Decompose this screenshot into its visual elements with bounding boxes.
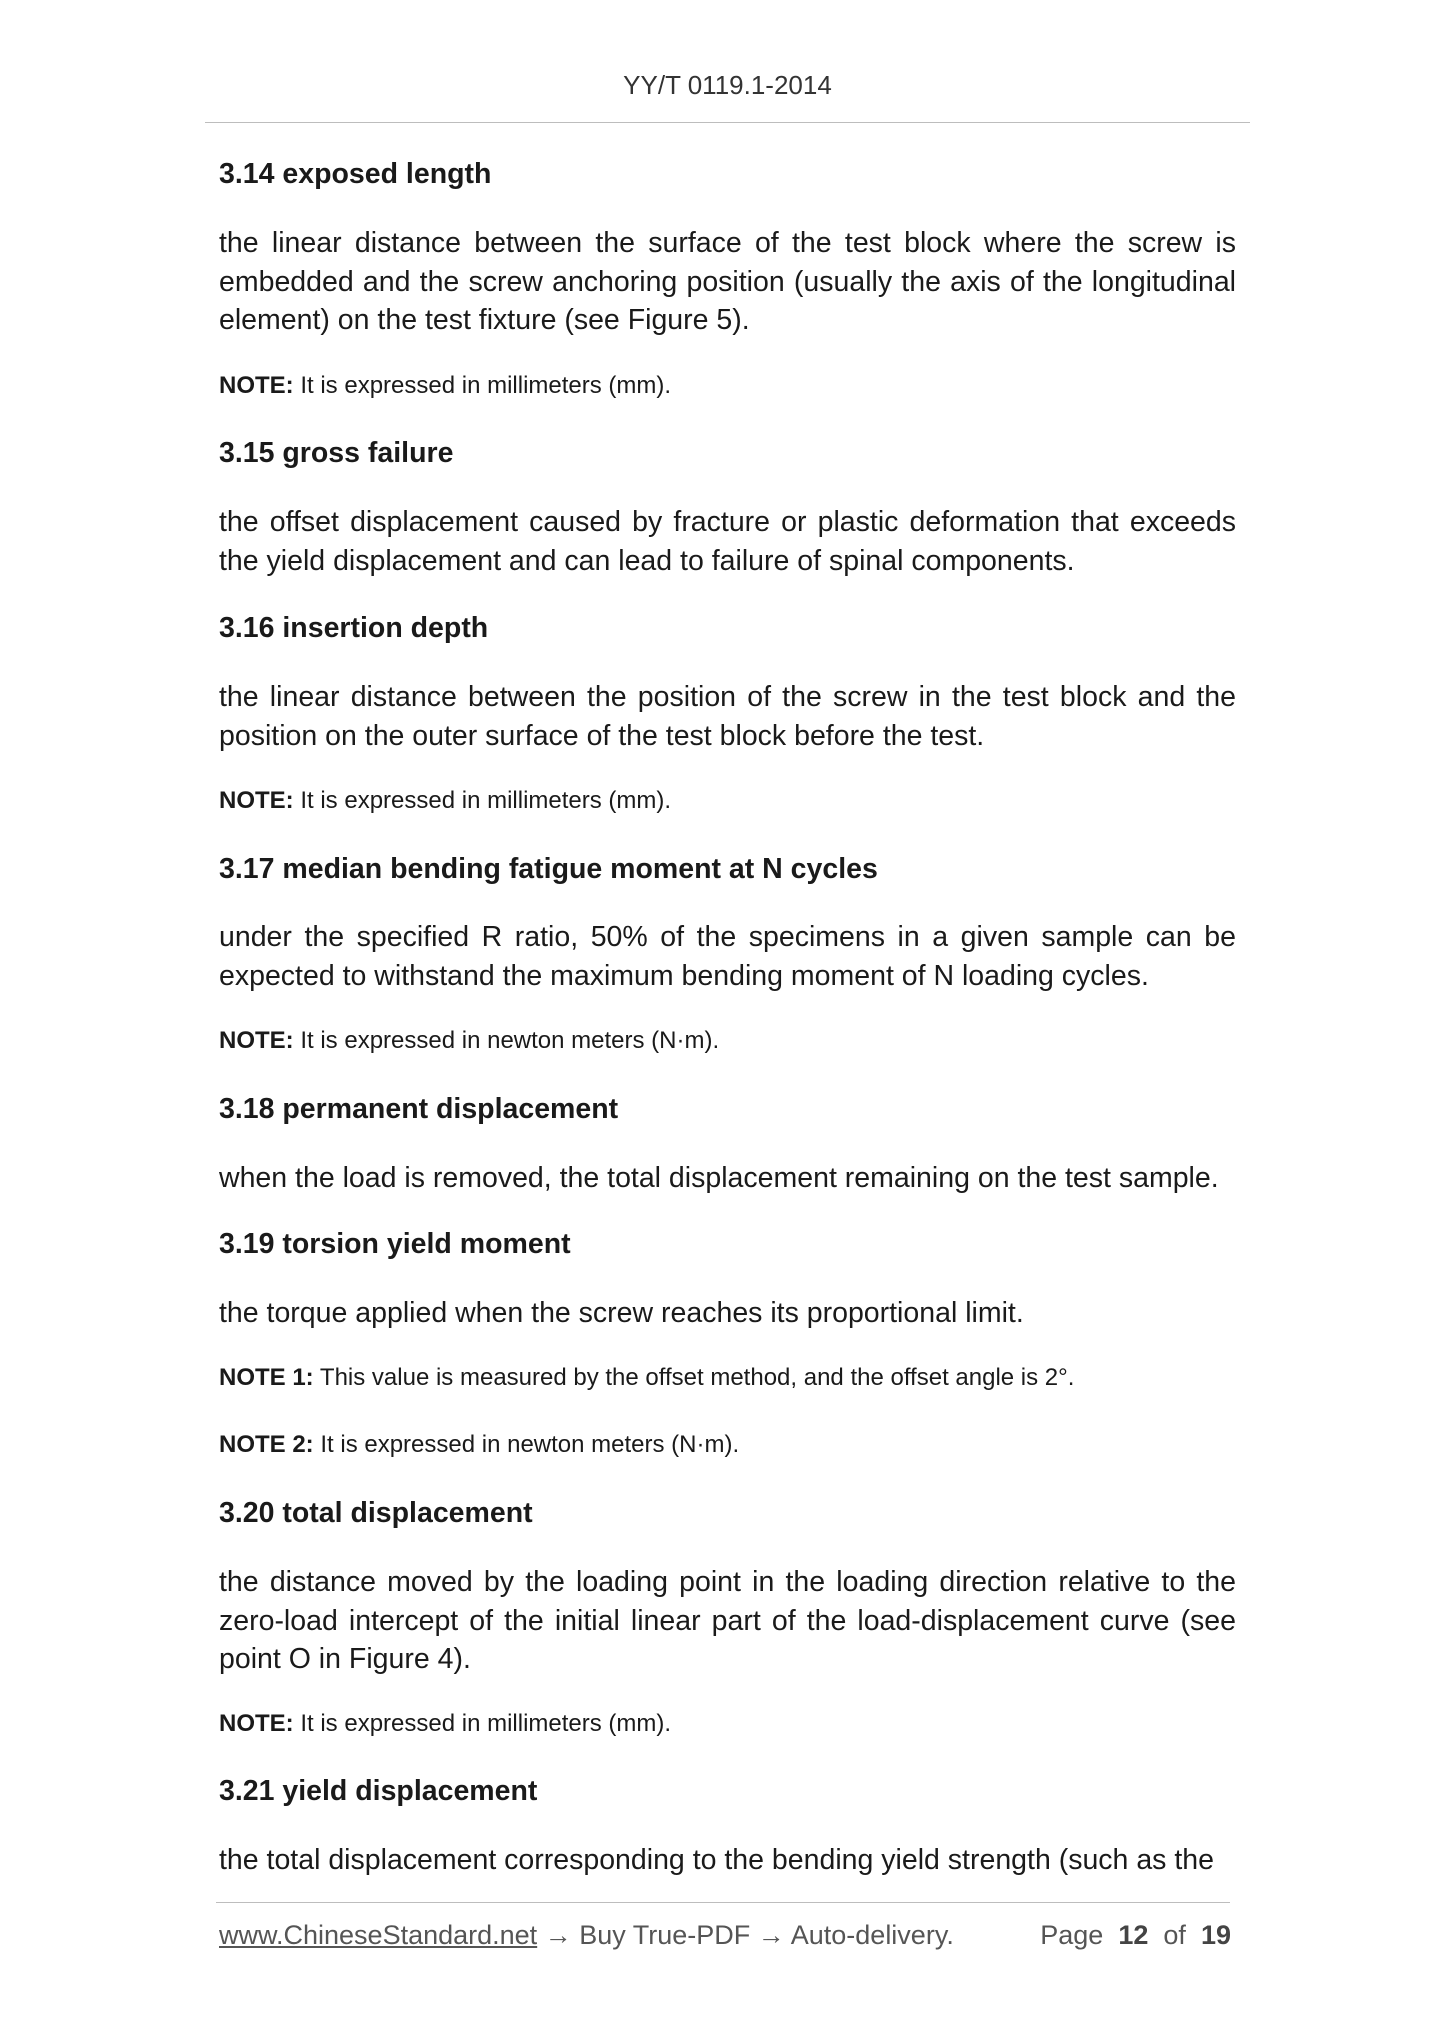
term-3-19-definition: the torque applied when the screw reaches its proportional limit.	[219, 1297, 1024, 1329]
term-3-21-heading: 3.21 yield displacement	[219, 1775, 538, 1807]
term-3-19-heading: 3.19 torsion yield moment	[219, 1228, 571, 1260]
term-3-17-note	[219, 1025, 1236, 1057]
term-3-18-definition: when the load is removed, the total displacement remaining on the test sample.	[219, 1162, 1219, 1194]
term-3-15-definition: the offset displacement caused by fracture or plastic deformation that exceeds the yield displacement and can lead to failure of spinal components.	[219, 506, 1236, 577]
term-3-14-note	[219, 370, 1236, 402]
term-3-20-note	[219, 1708, 1236, 1740]
chinesestandard-link[interactable]: www.ChineseStandard.net	[219, 1920, 538, 1950]
note-text: It is expressed in millimeters (mm).	[293, 787, 672, 814]
term-3-19-note-2	[219, 1429, 1236, 1461]
term-3-15-heading: 3.15 gross failure	[219, 437, 454, 469]
term-3-20-definition: the distance moved by the loading point in the loading direction relative to the zero-load intercept of the initial linear part of the load-displacement curve (see point O in Figure 4).	[219, 1566, 1236, 1675]
total-pages-number: 19	[1200, 1920, 1231, 1950]
header-divider	[205, 122, 1250, 123]
term-3-19-note-1	[219, 1362, 1236, 1394]
note-label: NOTE 1:	[219, 1364, 314, 1391]
term-3-20-heading: 3.20 total displacement	[219, 1497, 533, 1529]
note-label: NOTE 2:	[219, 1431, 314, 1458]
note-text: It is expressed in millimeters (mm).	[293, 372, 672, 399]
term-3-17-definition: under the specified R ratio, 50% of the specimens in a given sample can be expected to withstand the maximum bending moment of N loading cycles.	[219, 921, 1236, 992]
page-header: YY/T 0119.1-2014	[623, 70, 832, 100]
footer-divider	[216, 1902, 1230, 1903]
term-3-21-definition: the total displacement corresponding to the bending yield strength (such as the	[219, 1844, 1214, 1876]
term-3-16-heading: 3.16 insertion depth	[219, 612, 489, 644]
term-3-17-heading: 3.17 median bending fatigue moment at N cycles	[219, 853, 878, 885]
note-label: NOTE:	[219, 1027, 294, 1054]
term-3-14-heading: 3.14 exposed length	[219, 158, 492, 190]
page-indicator	[1040, 1920, 1231, 1951]
term-3-18-heading: 3.18 permanent displacement	[219, 1093, 619, 1125]
note-label: NOTE:	[219, 787, 294, 814]
note-text: It is expressed in millimeters (mm).	[293, 1710, 672, 1737]
note-label: NOTE:	[219, 1710, 294, 1737]
term-3-16-definition: the linear distance between the position of the screw in the test block and the position on the outer surface of the test block before the test.	[219, 681, 1236, 752]
page-label: Page	[1040, 1920, 1104, 1950]
note-label: NOTE:	[219, 372, 294, 399]
footer-tagline: → Buy True-PDF → Auto-delivery.	[537, 1920, 954, 1950]
of-label: of	[1163, 1920, 1186, 1950]
term-3-14-definition: the linear distance between the surface of the test block where the screw is embedded and the screw anchoring position (usually the axis of the longitudinal element) on the test fixture (see Figure 5).	[219, 227, 1236, 336]
note-text: This value is measured by the offset method, and the offset angle is 2°.	[313, 1364, 1075, 1391]
page-footer	[219, 1920, 1231, 1951]
note-text: It is expressed in newton meters (N·m).	[313, 1431, 740, 1458]
note-text: It is expressed in newton meters (N·m).	[293, 1027, 720, 1054]
term-3-16-note	[219, 785, 1236, 817]
current-page-number: 12	[1118, 1920, 1149, 1950]
